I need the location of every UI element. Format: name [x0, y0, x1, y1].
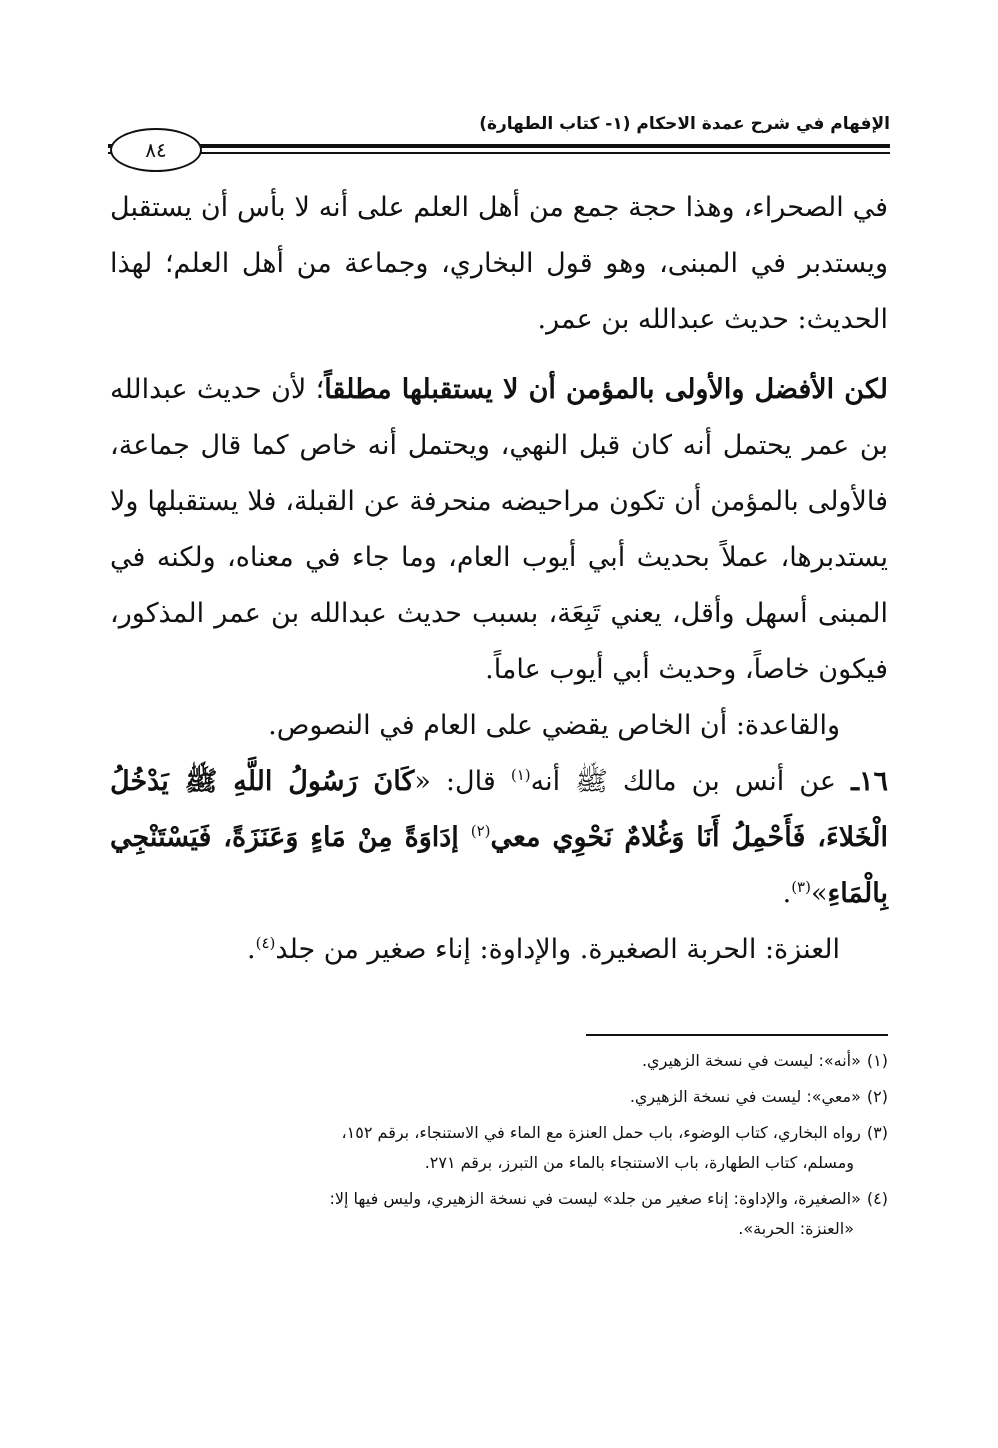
hadith-end: . — [782, 878, 792, 909]
definitions-text: العنزة: الحربة الصغيرة. والإداوة: إناء صغير من جلد — [275, 934, 840, 965]
footnotes — [104, 1046, 888, 1250]
paragraph-2 — [110, 362, 888, 698]
footnote-ref-2: (٢) — [470, 822, 491, 840]
paragraph-2-rest: ؛ لأن حديث عبدالله بن عمر يحتمل أنه كان قبل النهي، ويحتمل أنه خاص كما قال جماعة، فالأولى بالمؤمن أن تكون مراحيضه منحرفة عن القبلة، فلا يستقبلها ولا يستدبرها، عملاً بحديث أبي أيوب العام، وما جاء في معناه، ولكنه في المبنى أسهل وأقل، يعني تَبِعَة، بسبب حديث عبدالله بن عمر المذكور، فيكون خاصاً، وحديث أبي أيوب عاماً. — [110, 374, 888, 685]
running-title: الإفهام في شرح عمدة الاحكام (١- كتاب الطهارة) — [479, 114, 890, 134]
footnote-3 — [104, 1118, 888, 1178]
footnote-label: (٣) — [866, 1123, 888, 1142]
main-text — [110, 180, 888, 978]
hadith-text-b: إدَاوَةً مِنْ مَاءٍ وَعَنَزَةً، فَيَسْتَنْجِي بِالْمَاءِ — [110, 822, 888, 909]
hadith-intro: عن أنس بن مالك ﷺ أنه — [530, 766, 852, 797]
footnote-1 — [104, 1046, 888, 1076]
footnote-text: رواه البخاري، كتاب الوضوء، باب حمل العنزة مع الماء في الاستنجاء، برقم ١٥٢، — [341, 1123, 861, 1142]
paragraph-definitions — [110, 922, 888, 978]
footnote-text: «الصغيرة، والإداوة: إناء صغير من جلد» ليست في نسخة الزهيري، وليس فيها إلا: — [329, 1189, 861, 1208]
header-rule-thick — [108, 144, 890, 148]
hadith-number: ١٦ـ — [851, 766, 888, 797]
paragraph-1: في الصحراء، وهذا حجة جمع من أهل العلم على أنه لا بأس أن يستقبل ويستدبر في المبنى، وهو قول البخاري، وجماعة من أهل العلم؛ لهذا الحديث: حديث عبدالله بن عمر. — [110, 192, 888, 335]
hadith-paragraph — [110, 754, 888, 922]
page-number: ٨٤ — [145, 138, 167, 162]
footnote-text: «أنه»: ليست في نسخة الزهيري. — [641, 1051, 861, 1070]
footnote-continuation: ومسلم، كتاب الطهارة، باب الاستنجاء بالماء من التبرز، برقم ٢٧١. — [424, 1153, 854, 1172]
footnote-separator — [586, 1034, 888, 1036]
page-header — [108, 108, 890, 178]
footnote-ref-4: (٤) — [255, 934, 276, 952]
paragraph-rule: والقاعدة: أن الخاص يقضي على العام في النصوص. — [268, 710, 840, 741]
footnote-label: (٢) — [866, 1087, 888, 1106]
hadith-text-a: كَانَ رَسُولُ اللَّهِ ﷺ يَدْخُلُ الْخَلاءَ، فَأَحْمِلُ أَنَا وَغُلامٌ نَحْوِي معي — [110, 766, 888, 853]
page-number-badge — [110, 128, 202, 172]
footnote-2 — [104, 1082, 888, 1112]
header-rule-thin — [108, 152, 890, 154]
footnote-continuation: «العنزة: الحربة». — [738, 1219, 854, 1238]
footnote-ref-3: (٣) — [791, 878, 811, 896]
definitions-end: . — [247, 934, 256, 965]
hadith-said: قال: « — [414, 766, 511, 797]
footnote-label: (٤) — [866, 1189, 888, 1208]
footnote-label: (١) — [866, 1051, 888, 1070]
footnote-4 — [104, 1184, 888, 1244]
footnote-text: «معي»: ليست في نسخة الزهيري. — [629, 1087, 861, 1106]
hadith-close-quote: » — [810, 878, 828, 909]
footnote-ref-1: (١) — [510, 766, 531, 784]
paragraph-2-bold: لكن الأفضل والأولى بالمؤمن أن لا يستقبلها مطلقاً — [324, 374, 889, 405]
